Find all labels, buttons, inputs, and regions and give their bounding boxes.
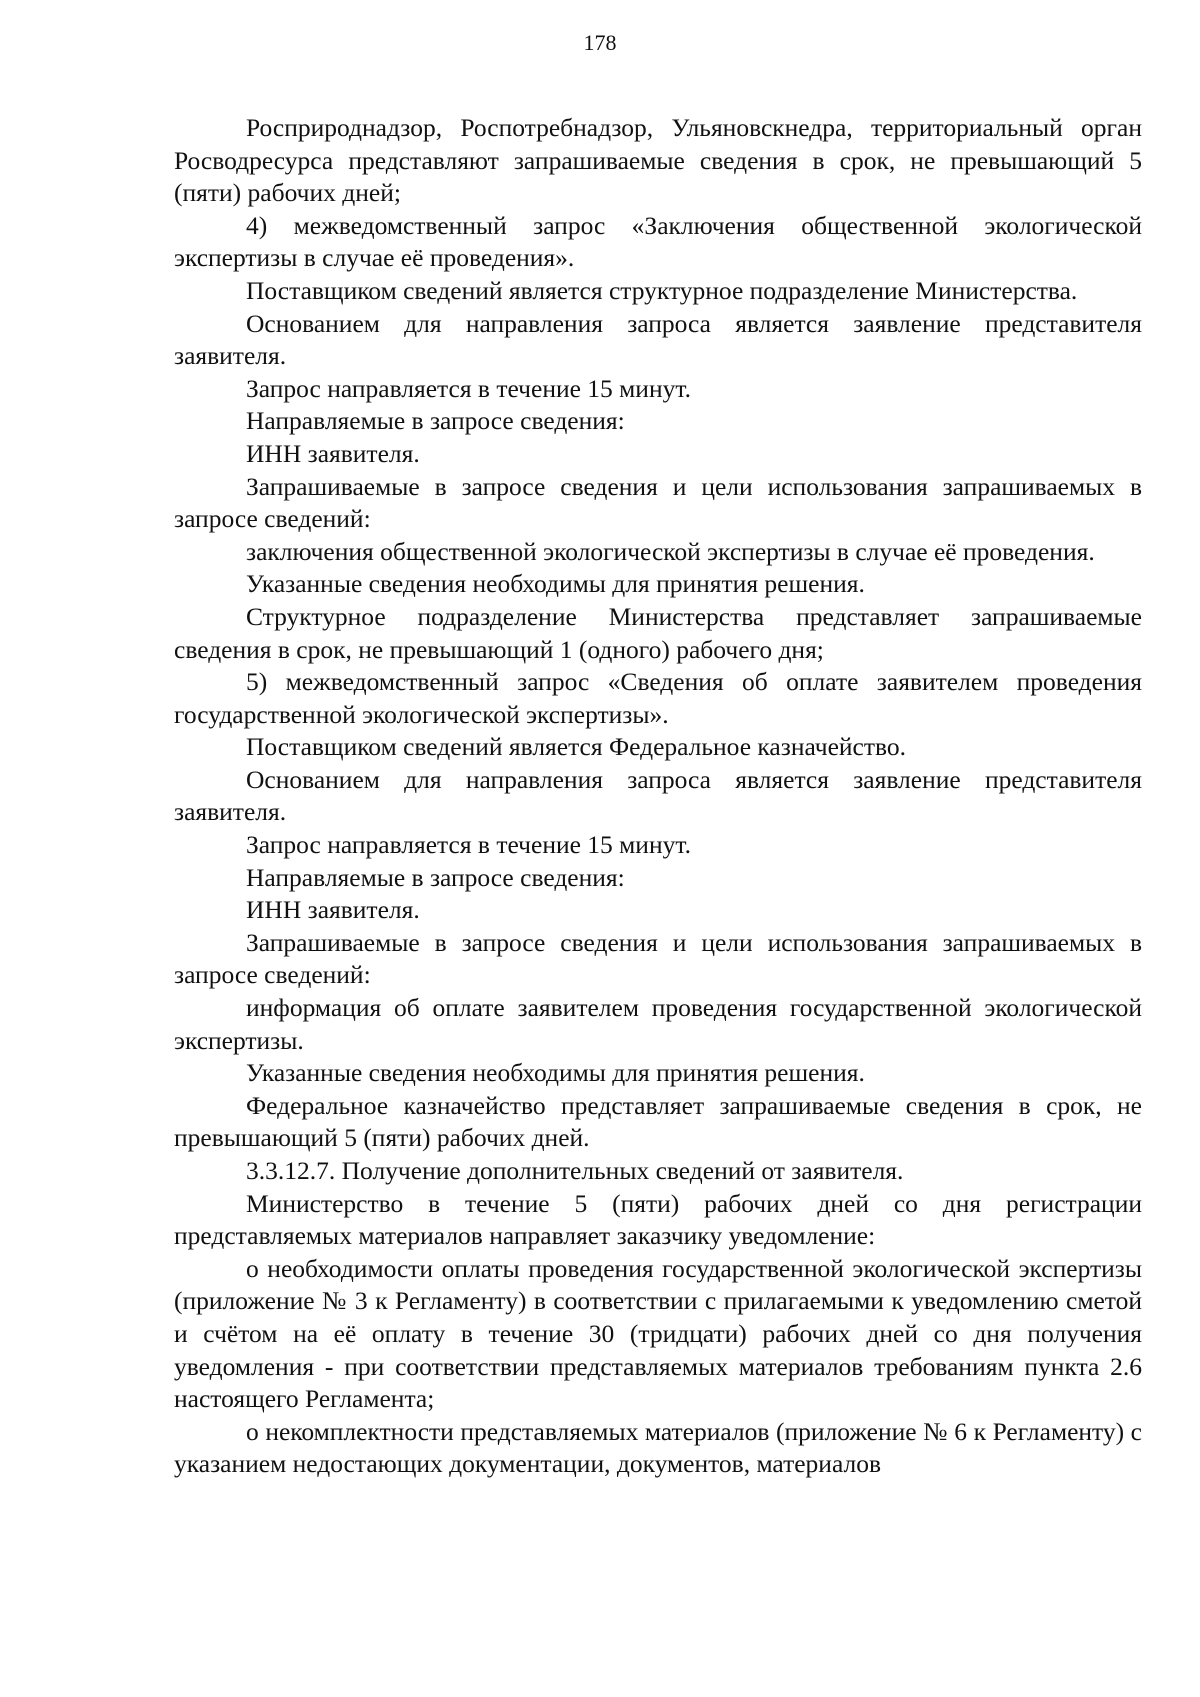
paragraph-treasury-deadline: Федеральное казначейство представляет запрашиваемые сведения в срок, не превышающий 5 (пяти) рабочих дней. [174, 1090, 1142, 1153]
paragraph-basis: Основанием для направления запроса является заявление представителя заявителя. [174, 308, 1142, 371]
paragraph-timing: Запрос направляется в течение 15 минут. [246, 373, 691, 403]
paragraph-purpose-2: Указанные сведения необходимы для принятия решения. [246, 1058, 865, 1088]
paragraph-public-expertise: заключения общественной экологической экспертизы в случае её проведения. [246, 536, 1095, 566]
paragraph-inn-2: ИНН заявителя. [246, 895, 420, 925]
paragraph-payment-necessity: о необходимости оплаты проведения государственной экологической экспертизы (приложение № 3 к Регламенту) в соответствии с прилагаемыми к уведомлению сметой и счётом на её оплату в течение 30 (тридцати) рабочих дней со дня получения уведомления - при соответствии представляемых материалов требованиям пункта 2.6 настоящего Регламента; [174, 1253, 1142, 1414]
paragraph-section-3-3-12-7: 3.3.12.7. Получение дополнительных сведений от заявителя. [246, 1156, 904, 1185]
paragraph-ministry-deadline: Структурное подразделение Министерства представляет запрашиваемые сведения в срок, не превышающий 1 (одного) рабочего дня; [174, 601, 1142, 664]
paragraph-incompleteness: о некомплектности представляемых материалов (приложение № 6 к Регламенту) с указанием недостающих документации, документов, материалов [174, 1416, 1142, 1479]
paragraph-request-5: 5) межведомственный запрос «Сведения об оплате заявителем проведения государственной экологической экспертизы». [174, 667, 1142, 729]
paragraph-requested-data: Запрашиваемые в запросе сведения и цели использования запрашиваемых в запросе сведений: [174, 471, 1142, 534]
paragraph-ministry-notification: Министерство в течение 5 (пяти) рабочих дней со дня регистрации представляемых материалов направляет заказчику уведомление: [174, 1188, 1142, 1251]
paragraph-timing-2: Запрос направляется в течение 15 минут. [246, 830, 691, 860]
document-body [174, 112, 1142, 1481]
paragraph-basis-2: Основанием для направления запроса является заявление представителя заявителя. [174, 764, 1142, 827]
paragraph-sent-data-2: Направляемые в запросе сведения: [246, 862, 625, 892]
paragraph-inn: ИНН заявителя. [246, 438, 420, 468]
paragraph-purpose: Указанные сведения необходимы для принятия решения. [246, 569, 865, 599]
paragraph-supplier-ministry: Поставщиком сведений является структурное подразделение Министерства. [246, 275, 1078, 305]
page-number: 178 [583, 30, 617, 55]
paragraph-supplier-treasury: Поставщиком сведений является Федеральное казначейство. [246, 732, 907, 762]
paragraph-payment-info: информация об оплате заявителем проведения государственной экологической экспертизы. [174, 993, 1142, 1055]
paragraph-rosprirodnadzor-deadline: Росприроднадзор, Роспотребнадзор, Ульяновскнедра, территориальный орган Росводресурса представляют запрашиваемые сведения в срок, не превышающий 5 (пяти) рабочих дней; [174, 113, 1142, 208]
paragraph-request-4: 4) межведомственный запрос «Заключения общественной экологической экспертизы в случае её проведения». [174, 210, 1142, 273]
paragraph-sent-data: Направляемые в запросе сведения: [246, 406, 625, 436]
paragraph-requested-data-2: Запрашиваемые в запросе сведения и цели использования запрашиваемых в запросе сведений: [174, 927, 1142, 990]
